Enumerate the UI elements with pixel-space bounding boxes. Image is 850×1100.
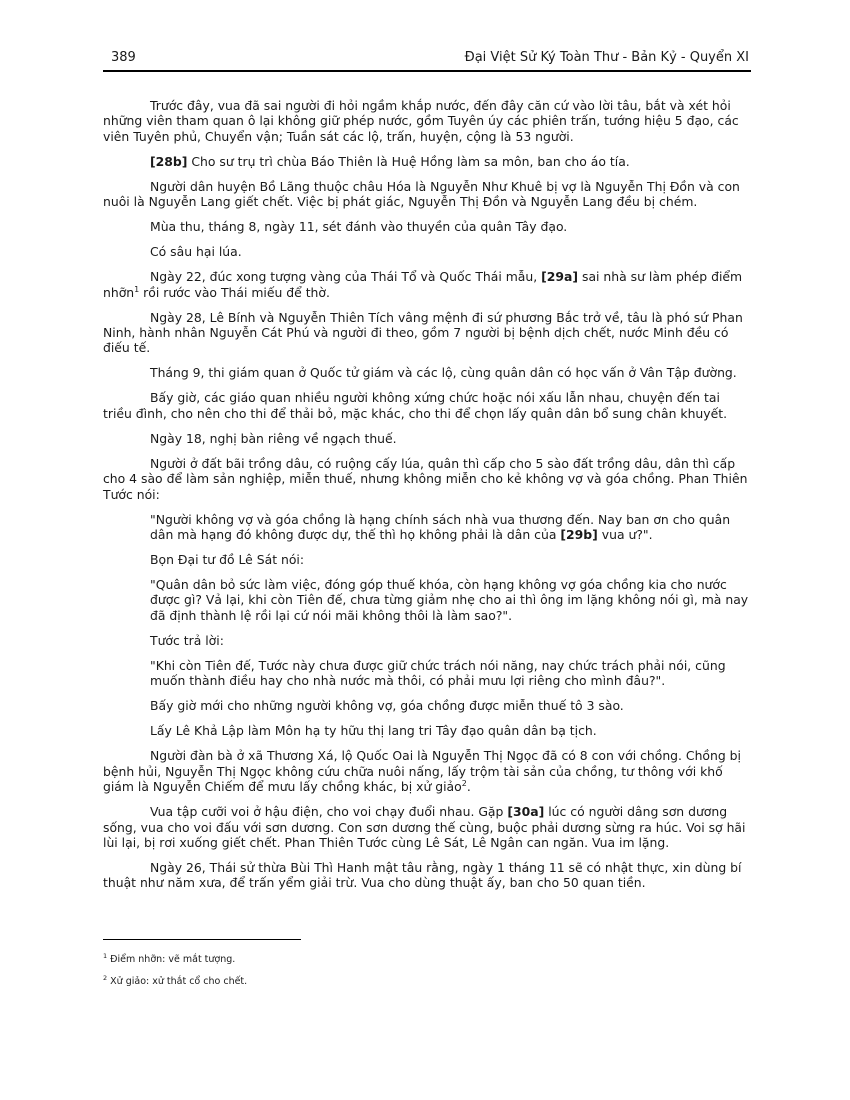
paragraph: Lấy Lê Khả Lập làm Môn hạ ty hữu thị lang tri Tây đạo quân dân bạ tịch. [150, 723, 597, 739]
page-number: 389 [111, 50, 136, 65]
quote-paragraph: "Người không vợ và góa chồng là hạng chính sách nhà vua thương đến. Nay ban ơn cho quân dân mà hạng đó không được dự, thế thì họ không phải là dân của [29b] vua ư?". [150, 511, 731, 543]
paragraph: Ngày 22, đúc xong tượng vàng của Thái Tổ và Quốc Thái mẫu, [29a] sai nhà sư làm phép điểm nhỡn$^1$ rồi rước vào Thái miếu để thờ. [103, 269, 743, 300]
running-title: Đại Việt Sử Ký Toàn Thư - Bản Kỷ - Quyển XI [464, 50, 749, 65]
running-header [103, 48, 751, 72]
paragraph: Trước đây, vua đã sai người đi hỏi ngầm khắp nước, đến đây căn cứ vào lời tâu, bắt và xét hỏi những viên tham quan ô lại không giữ phép nước, gồm Tuyên úy các phiên trấn, tướng hiệu 5 đạo, các viên Tuyên phủ, Chuyển vận; Tuần sát các lộ, trấn, huyện, cộng là 53 người. [103, 98, 739, 144]
paragraph: Bọn Đại tư đồ Lê Sát nói: [150, 552, 305, 568]
footnote-ref[interactable]: 2 [461, 778, 467, 788]
folio-marker: [28b] [150, 153, 188, 169]
footnote-mark: 2 [103, 973, 108, 982]
paragraph: Bấy giờ, các giáo quan nhiều người không xứng chức hoặc nói xấu lẫn nhau, chuyện đến tai triều đình, cho nên cho thi để thải bỏ, mặc khác, cho thi để chọn lấy quân dân bổ sung chân khuyết. [103, 390, 728, 421]
footnote-ref[interactable]: 1 [134, 284, 140, 294]
quote-paragraph: "Khi còn Tiên đế, Tước này chưa được giữ chức trách nói năng, nay chức trách phải nói, cũng muốn thành điều hay cho nhà nước mà thôi, có phải mưu lợi riêng cho mình đâu?". [150, 657, 726, 689]
paragraph: Mùa thu, tháng 8, ngày 11, sét đánh vào thuyền của quân Tây đạo. [150, 219, 568, 235]
paragraph: Người dân huyện Bồ Lãng thuộc châu Hóa là Nguyễn Như Khuê bị vợ là Nguyễn Thị Đồn và con nuôi là Nguyễn Lang giết chết. Việc bị phát giác, Nguyễn Thị Đồn và Nguyễn Lang đều bị chém. [103, 178, 740, 210]
quote-paragraph: "Quân dân bỏ sức làm việc, đóng góp thuế khóa, còn hạng không vợ góa chồng kia cho nước được gì? Vả lại, khi còn Tiên đế, chưa từng giảm nhẹ cho ai thì ông im lặng không nói gì, mà nay đã định thành lệ rồi lại cứ nói mãi không thôi là làm sao?". [150, 577, 749, 623]
footnotes [103, 951, 751, 998]
folio-marker: [29a] [541, 269, 579, 285]
paragraph: Tước trả lời: [150, 632, 224, 648]
paragraph: [28b] Cho sư trụ trì chùa Báo Thiên là Huệ Hồng làm sa môn, ban cho áo tía. [150, 153, 630, 169]
paragraph: Người ở đất bãi trồng dâu, có ruộng cấy lúa, quân thì cấp cho 5 sào đất trồng dâu, dân thì cấp cho 4 sào để làm sản nghiệp, miễn thuế, nhưng không miễn cho kẻ không vợ và góa chồng. Phan Thiên Tước nói: [103, 455, 748, 502]
paragraph: Tháng 9, thi giám quan ở Quốc tử giám và các lộ, cùng quân dân có học vấn ở Vân Tập đường. [150, 365, 737, 381]
footnote-mark: 1 [103, 951, 108, 960]
body-text [103, 98, 751, 900]
paragraph: Người đàn bà ở xã Thương Xá, lộ Quốc Oai là Nguyễn Thị Ngọc đã có 8 con với chồng. Chồng bị bệnh hủi, Nguyễn Thị Ngọc không cứu chữa nuôi nấng, lấy trộm tài sản của chồng, tư thông với khố giám là Nguyễn Chiếm để mưu lấy chồng khác, bị xử giảo$^2$. [103, 748, 741, 795]
paragraph: Có sâu hại lúa. [150, 244, 242, 260]
paragraph: Ngày 28, Lê Bính và Nguyễn Thiên Tích vâng mệnh đi sứ phương Bắc trở về, tâu là phó sứ Phan Ninh, hành nhân Nguyễn Cát Phú và người đi theo, gồm 7 người bị bệnh dịch chết, nước Minh đều có điếu tế. [103, 309, 743, 356]
paragraph: Vua tập cưỡi voi ở hậu điện, cho voi chạy đuổi nhau. Gặp [30a] lúc có người dâng sơn dương sống, vua cho voi đấu với sơn dương. Con sơn dương thế cùng, buộc phải dương sừng ra húc. Voi sợ hãi lùi lại, bị rơi xuống giết chết. Phan Thiên Tước cùng Lê Sát, Lê Ngân can ngăn. Vua im lặng. [103, 804, 746, 850]
footnote: $^2$ Xử giảo: xử thắt cổ cho chết. [103, 973, 248, 987]
folio-marker: [30a] [507, 804, 545, 820]
folio-marker: [29b] [560, 527, 598, 543]
paragraph: Bấy giờ mới cho những người không vợ, góa chồng được miễn thuế tô 3 sào. [150, 698, 624, 714]
paragraph: Ngày 18, nghị bàn riêng về ngạch thuế. [150, 430, 397, 446]
footnote: $^1$ Điểm nhỡn: vẽ mắt tượng. [103, 951, 236, 965]
footnote-divider [103, 939, 301, 940]
paragraph: Ngày 26, Thái sử thừa Bùi Thì Hanh mật tâu rằng, ngày 1 tháng 11 sẽ có nhật thực, xin dùng bí thuật như năm xưa, để trấn yểm giải trừ. Vua cho dùng thuật ấy, ban cho 50 quan tiền. [103, 859, 742, 891]
